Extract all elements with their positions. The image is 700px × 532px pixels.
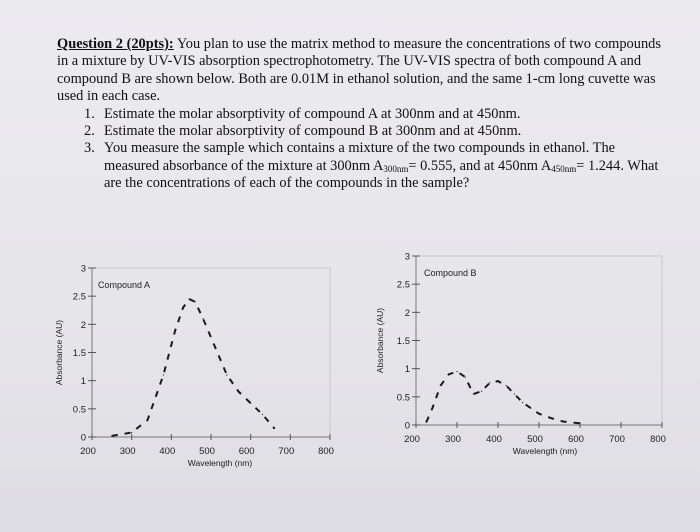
- x-tick-label: 500: [527, 434, 543, 445]
- x-tick-label: 700: [609, 434, 625, 445]
- y-tick-label: 2.5: [72, 291, 86, 303]
- list-item: 2. Estimate the molar absorptivity of compound B at 300nm and at 450nm.: [84, 123, 522, 140]
- data-point: [514, 393, 515, 394]
- y-tick-label: 0.5: [72, 404, 86, 416]
- data-point: [426, 422, 427, 423]
- x-tick-label: 400: [486, 434, 502, 445]
- x-axis-title: Wavelength (nm): [187, 458, 253, 468]
- question-heading: Question 2 (20pts):: [57, 36, 174, 52]
- data-point: [465, 377, 466, 378]
- series-line: [426, 372, 580, 424]
- data-point: [131, 432, 132, 433]
- y-tick-label: 0: [80, 432, 86, 444]
- y-tick-label: 1.5: [396, 336, 410, 347]
- data-point: [563, 421, 564, 422]
- x-tick-label: 700: [278, 446, 295, 457]
- data-point: [189, 298, 190, 299]
- chart-compound-a: [54, 264, 334, 469]
- data-point: [530, 408, 531, 409]
- data-point: [111, 435, 112, 436]
- data-point: [456, 371, 457, 372]
- y-tick-label: 1.5: [72, 348, 86, 359]
- x-tick-label: 600: [238, 446, 255, 457]
- x-axis-title: Wavelength (nm): [512, 446, 578, 456]
- plot-frame: [92, 268, 330, 437]
- y-axis-title: Absorbance (AU): [54, 319, 64, 386]
- data-point: [195, 301, 196, 302]
- data-point: [214, 346, 215, 347]
- y-tick-label: 2.5: [396, 279, 410, 291]
- data-point: [183, 307, 184, 308]
- x-tick-label: 400: [159, 446, 176, 457]
- question-intro-text: You plan to use the matrix method to measure the concentrations of two compounds in a mixture by UV-VIS absorption spectrophotometry. The UV-VIS spectra of both compound A and compound B are shown below. Both are 0.01M in ethanol solution, and the same 1-cm long cuvette was used in each case.: [57, 36, 661, 105]
- x-tick-label: 300: [119, 446, 136, 457]
- y-tick-label: 3: [404, 251, 410, 263]
- y-tick-label: 0: [404, 420, 410, 432]
- data-point: [274, 428, 275, 429]
- y-tick-label: 2: [404, 307, 410, 319]
- data-point: [163, 374, 164, 375]
- chart-compound-b: [375, 252, 666, 457]
- list-item: 3. You measure the sample which contains a mixture of the two compounds in ethanol. The measured absorbance of the mixture at 300nm $A_{300nm}= 0.555$, and at 450nm $A_{450nm}= 1.244$. What are the concentrations of each of the compounds in the sample?: [84, 140, 659, 192]
- legend-label: Compound B: [424, 268, 477, 278]
- data-point: [481, 391, 482, 392]
- data-point: [440, 385, 441, 386]
- y-axis-title: Absorbance (AU): [375, 307, 385, 374]
- data-point: [226, 374, 227, 375]
- data-point: [506, 385, 507, 386]
- y-tick-label: 3: [80, 263, 86, 275]
- series-line: [112, 299, 275, 436]
- y-tick-label: 1: [80, 376, 86, 388]
- data-point: [579, 423, 580, 424]
- data-point: [538, 413, 539, 414]
- x-tick-label: 300: [445, 434, 461, 445]
- x-tick-label: 800: [318, 446, 334, 457]
- x-tick-label: 200: [80, 446, 96, 457]
- x-tick-label: 200: [404, 434, 420, 445]
- data-point: [250, 403, 251, 404]
- data-point: [522, 402, 523, 403]
- x-tick-label: 500: [199, 446, 215, 457]
- data-point: [497, 380, 498, 381]
- data-point: [175, 329, 176, 330]
- data-point: [551, 418, 552, 419]
- y-tick-label: 1: [404, 364, 410, 376]
- list-item: 1. Estimate the molar absorptivity of compound A at 300nm and at 450nm.: [84, 105, 521, 122]
- plot-frame: [416, 256, 662, 425]
- data-point: [473, 393, 474, 394]
- y-tick-label: 2: [80, 319, 86, 331]
- data-point: [262, 414, 263, 415]
- data-point: [432, 408, 433, 409]
- data-point: [448, 374, 449, 375]
- data-point: [238, 391, 239, 392]
- y-tick-label: 0.5: [396, 392, 410, 404]
- x-tick-label: 800: [650, 434, 666, 445]
- data-point: [147, 420, 148, 421]
- x-tick-label: 600: [568, 434, 584, 445]
- legend-label: Compound A: [98, 280, 151, 290]
- data-point: [489, 382, 490, 383]
- data-point: [202, 318, 203, 319]
